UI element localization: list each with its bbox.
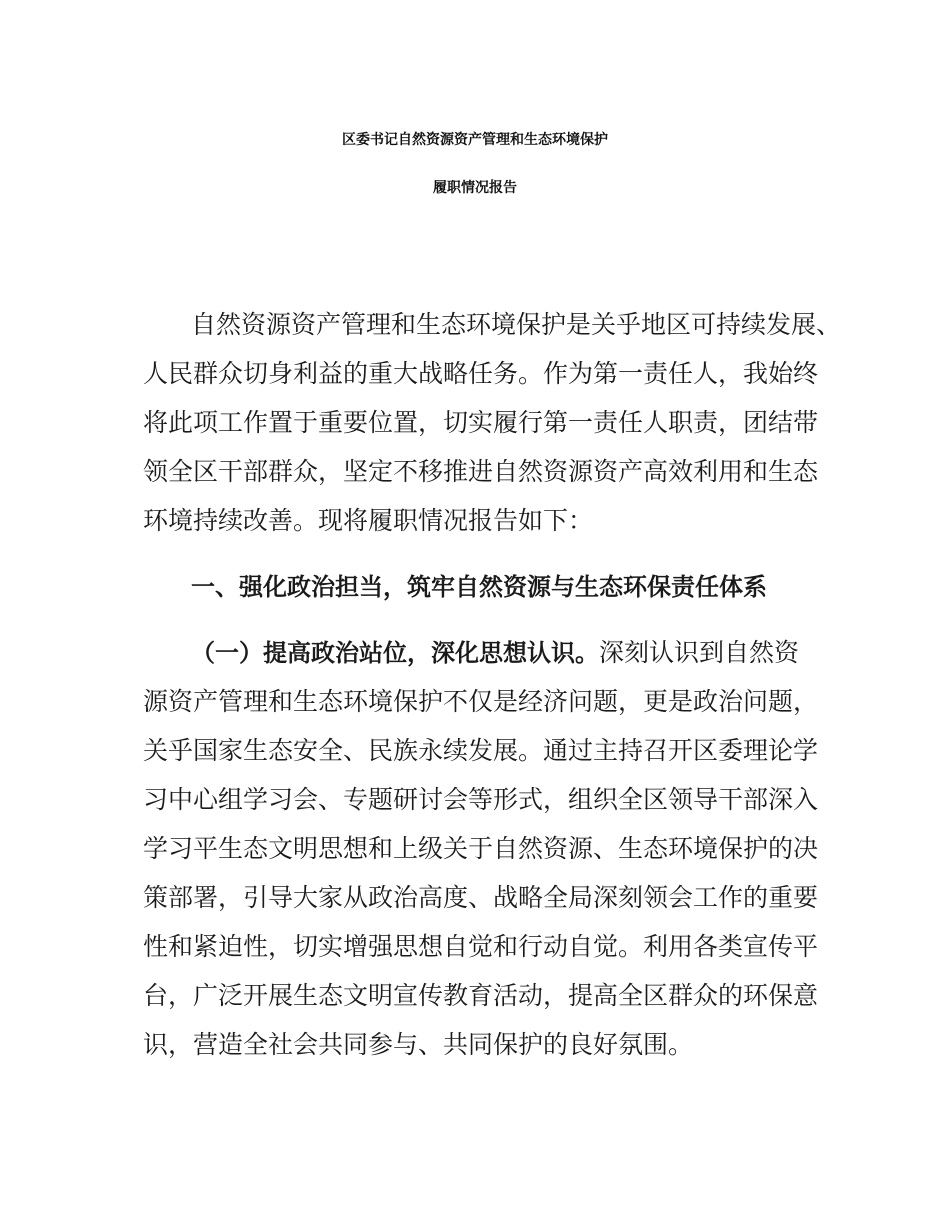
intro-line-1: 自然资源资产管理和生态环境保护是关乎地区可持续发展、 [191,310,842,339]
subsection-line-4: 习中心组学习会、专题研讨会等形式，组织全区领导干部深入 [143,785,819,814]
intro-line-2: 人民群众切身利益的重大战略任务。作为第一责任人，我始终 [143,359,819,388]
section-heading: 一、强化政治担当，筑牢自然资源与生态环保责任体系 [191,573,767,601]
document-title-line-2: 履职情况报告 [433,180,517,196]
document-title-line-1: 区委书记自然资源资产管理和生态环境保护 [342,132,608,148]
subsection-first-line-rest: 深刻认识到自然资 [599,638,800,667]
intro-line-4: 领全区干部群众，坚定不移推进自然资源资产高效利用和生态 [143,457,819,486]
intro-line-5: 环境持续改善。现将履职情况报告如下： [143,506,594,535]
subsection-line-6: 策部署，引导大家从政治高度、战略全局深刻领会工作的重要 [143,883,819,912]
subsection-line-5: 学习平生态文明思想和上级关于自然资源、生态环境保护的决 [143,834,819,863]
subsection-line-7: 性和紧迫性，切实增强思想自觉和行动自觉。利用各类宣传平 [143,932,819,961]
subsection-lead: （一）提高政治站位，深化思想认识。 [191,639,599,667]
subsection-first-line [191,637,799,669]
subsection-line-2: 源资产管理和生态环境保护不仅是经济问题，更是政治问题， [143,687,819,716]
intro-line-3: 将此项工作置于重要位置，切实履行第一责任人职责，团结带 [143,408,819,437]
subsection-line-9: 识，营造全社会共同参与、共同保护的良好氛围。 [143,1030,694,1059]
subsection-line-8: 台，广泛开展生态文明宣传教育活动，提高全区群众的环保意 [143,981,819,1010]
subsection-line-3: 关乎国家生态安全、民族永续发展。通过主持召开区委理论学 [143,736,819,765]
